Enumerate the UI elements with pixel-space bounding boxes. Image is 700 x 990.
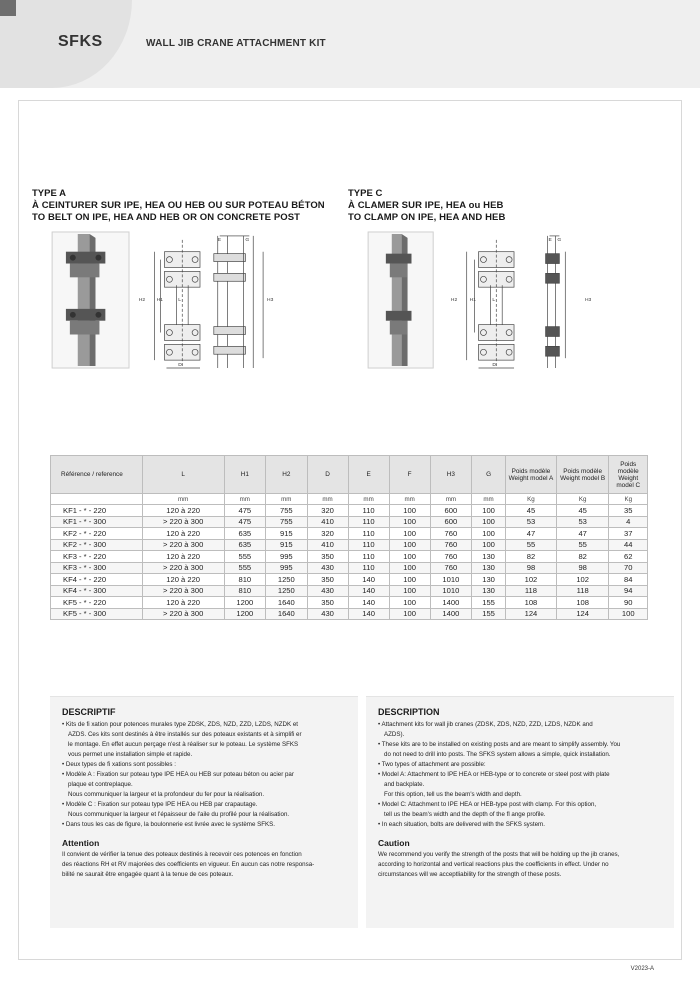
table-cell: 55 (506, 539, 557, 551)
table-cell: 124 (556, 608, 609, 620)
dim-label-h2: H2 (450, 297, 458, 303)
header-corner-mark (0, 0, 16, 16)
list-item (62, 750, 346, 760)
table-cell: 47 (506, 528, 557, 540)
table-header-cell: Poids modèle Weight model B (556, 456, 609, 494)
table-cell: 110 (348, 551, 389, 563)
table-cell: 124 (506, 608, 557, 620)
table-cell: 1640 (266, 597, 308, 609)
list-item-text: Modèle C : Fixation sur poteau type IPE HEA ou HEB par crapautage. (65, 801, 258, 808)
table-row (51, 585, 648, 597)
type-c-diagram (366, 230, 666, 370)
type-c-line-fr: À CLAMER SUR IPE, HEA ou HEB (348, 200, 504, 211)
type-c-line-en: TO CLAMP ON IPE, HEA AND HEB (348, 212, 506, 223)
table-unit-cell: mm (348, 494, 389, 505)
table-cell: 100 (389, 539, 430, 551)
list-item-text: do not need to drill into posts. The SFKS system allows a simple, quick installation. (384, 751, 611, 758)
table-cell: 155 (472, 597, 506, 609)
table-cell: 100 (609, 608, 648, 620)
table-cell: 130 (472, 551, 506, 563)
type-c-heading (348, 188, 505, 224)
list-item-text: Model A: Attachment to IPE HEA or HEB-type or to concrete or steel post with plate (381, 771, 610, 778)
table-cell: 98 (506, 562, 557, 574)
type-a-line-fr: À CEINTURER SUR IPE, HEA OU HEB OU SUR POTEAU BÉTON (32, 200, 325, 211)
list-item-text: le montage. En effet aucun perçage n'est à réaliser sur le poteau. Le système SFKS (68, 741, 299, 748)
list-item (378, 810, 662, 820)
table-cell: 110 (348, 505, 389, 517)
list-item (62, 770, 346, 780)
table-header-cell: D (307, 456, 348, 494)
table-cell: 100 (389, 505, 430, 517)
list-item (378, 720, 662, 730)
table-cell: 100 (389, 516, 430, 528)
table-cell: 120 à 220 (142, 551, 224, 563)
table-cell: 110 (348, 539, 389, 551)
list-item (62, 790, 346, 800)
table-cell: 100 (389, 574, 430, 586)
table-cell: 120 à 220 (142, 528, 224, 540)
list-item (378, 750, 662, 760)
list-item-text: AZDS). (384, 731, 405, 738)
table-cell: 130 (472, 585, 506, 597)
type-a-line-en: TO BELT ON IPE, HEA AND HEB OR ON CONCRETE POST (32, 212, 301, 223)
table-cell: 1400 (430, 597, 472, 609)
table-cell: 555 (224, 551, 266, 563)
table-header-cell: Poids modèle Weight model A (506, 456, 557, 494)
text-line: according to horizontal and vertical reactions plus the coefficients in effect. Under no (378, 861, 609, 868)
table-row (51, 539, 648, 551)
list-item-text: tell us the beam's width and the depth of the fl ange profile. (384, 811, 546, 818)
table-cell: 635 (224, 528, 266, 540)
table-cell: 4 (609, 516, 648, 528)
list-item-text: AZDS. Ces kits sont destinés à être installés sur des poteaux existants et à simplifi er (68, 731, 302, 738)
table-cell: 120 à 220 (142, 505, 224, 517)
dim-label-h1: H1 (156, 297, 163, 303)
table-cell: > 220 à 300 (142, 562, 224, 574)
table-cell: 100 (472, 505, 506, 517)
text-line: circumstances will we acceptliability for the strength of these posts. (378, 871, 562, 878)
table-header-row (51, 456, 648, 494)
attention-text (62, 850, 346, 880)
table-cell: 82 (556, 551, 609, 563)
table-row (51, 597, 648, 609)
table-cell: 100 (389, 597, 430, 609)
table-header-cell: L (142, 456, 224, 494)
list-item (378, 790, 662, 800)
table-units-row (51, 494, 648, 505)
text-line: bilité ne saurait être engagée quant à la tenue de ces poteaux. (62, 871, 234, 878)
table-cell: 110 (348, 528, 389, 540)
table-cell: 430 (307, 562, 348, 574)
table-cell: > 220 à 300 (142, 608, 224, 620)
table-cell: 140 (348, 585, 389, 597)
table-cell: 110 (348, 562, 389, 574)
list-item (62, 810, 346, 820)
table-cell: 600 (430, 516, 472, 528)
text-line: We recommend you verify the strength of the posts that will be holding up the jib cranes, (378, 851, 620, 858)
list-item (378, 770, 662, 780)
list-item-text: Two types of attachment are possible: (381, 761, 486, 768)
reference-cell: KF1 - * - 220 (51, 505, 143, 517)
table-cell: 140 (348, 574, 389, 586)
text-line: des réactions RH et RV majorées des coefficients en vigueur. En aucun cas notre responsa- (62, 861, 315, 868)
table-cell: 410 (307, 539, 348, 551)
descriptif-panel (50, 696, 358, 928)
list-item (378, 740, 662, 750)
caution-text (378, 850, 662, 880)
table-cell: 320 (307, 528, 348, 540)
table-cell: 35 (609, 505, 648, 517)
table-unit-cell: mm (266, 494, 308, 505)
table-cell: 120 à 220 (142, 574, 224, 586)
table-cell: 102 (556, 574, 609, 586)
table-cell: 70 (609, 562, 648, 574)
reference-cell: KF2 - * - 300 (51, 539, 143, 551)
table-header-cell: Référence / reference (51, 456, 143, 494)
table-cell: 1400 (430, 608, 472, 620)
dim-label-h3: H3 (267, 297, 274, 303)
list-item-text: plaque et contreplaque. (68, 781, 133, 788)
table-cell: 350 (307, 597, 348, 609)
table-cell: 1250 (266, 585, 308, 597)
descriptif-list (62, 720, 346, 830)
table-cell: 155 (472, 608, 506, 620)
reference-cell: KF5 - * - 300 (51, 608, 143, 620)
list-item-text: For this option, tell us the beam's width and depth. (384, 791, 522, 798)
dim-label-h1: H1 (469, 297, 476, 303)
dim-label-d: D (492, 363, 496, 369)
table-unit-cell: mm (389, 494, 430, 505)
table-cell: 1010 (430, 574, 472, 586)
dim-label-d: D (178, 363, 182, 369)
table-unit-cell: mm (472, 494, 506, 505)
table-cell: 755 (266, 505, 308, 517)
table-cell: 1200 (224, 608, 266, 620)
table-cell: 760 (430, 551, 472, 563)
table-cell: 1250 (266, 574, 308, 586)
table-cell: 118 (556, 585, 609, 597)
table-cell: > 220 à 300 (142, 539, 224, 551)
table-cell: 100 (389, 608, 430, 620)
table-cell: 130 (472, 574, 506, 586)
text-line: Il convient de vérifier la tenue des poteaux destinés à recevoir ces potences en fonction (62, 851, 302, 858)
table-row (51, 516, 648, 528)
dim-label-h2: H2 (138, 297, 146, 303)
dim-label-e: E (548, 237, 552, 243)
version-code: V2023-A (630, 966, 654, 972)
list-item-text: Deux types de fi xations sont possibles : (65, 761, 176, 768)
list-item-text: and backplate. (384, 781, 425, 788)
table-cell: 100 (389, 585, 430, 597)
reference-cell: KF1 - * - 300 (51, 516, 143, 528)
type-a-heading (32, 188, 325, 224)
table-cell: 108 (506, 597, 557, 609)
table-cell: 100 (389, 562, 430, 574)
type-a-side-view (214, 236, 263, 368)
table-cell: 82 (506, 551, 557, 563)
table-cell: 37 (609, 528, 648, 540)
type-c-side-view (546, 236, 566, 368)
type-a-diagram (50, 230, 350, 370)
table-cell: 130 (472, 562, 506, 574)
reference-cell: KF4 - * - 220 (51, 574, 143, 586)
table-cell: 760 (430, 562, 472, 574)
table-cell: 45 (506, 505, 557, 517)
table-cell: 755 (266, 516, 308, 528)
table-header-cell: H3 (430, 456, 472, 494)
list-item-text: These kits are to be installed on existing posts and are meant to simplify assembly. You (381, 741, 621, 748)
table-cell: 350 (307, 551, 348, 563)
table-cell: 94 (609, 585, 648, 597)
page-title: WALL JIB CRANE ATTACHMENT KIT (146, 38, 326, 49)
reference-cell: KF2 - * - 220 (51, 528, 143, 540)
table-header-cell: Poids modèle Weight model C (609, 456, 648, 494)
table-cell: 760 (430, 539, 472, 551)
table-cell: 1010 (430, 585, 472, 597)
table-cell: 1640 (266, 608, 308, 620)
list-item-text: Modèle A : Fixation sur poteau type IPE HEA ou HEB sur poteau béton ou acier par (65, 771, 294, 778)
table-cell: 55 (556, 539, 609, 551)
list-item (378, 730, 662, 740)
table-cell: 350 (307, 574, 348, 586)
table-cell: 120 à 220 (142, 597, 224, 609)
caution-title: Caution (378, 838, 410, 848)
table-cell: 84 (609, 574, 648, 586)
table-row (51, 551, 648, 563)
table-cell: 100 (472, 528, 506, 540)
type-a-3d-view (52, 232, 129, 368)
table-unit-cell: Kg (609, 494, 648, 505)
table-cell: 45 (556, 505, 609, 517)
table-cell: 100 (389, 528, 430, 540)
reference-cell: KF3 - * - 300 (51, 562, 143, 574)
list-item-text: Kits de fi xation pour potences murales type ZDSK, ZDS, NZD, ZZD, LZDS, NZDK et (65, 721, 298, 728)
page-header (0, 0, 700, 88)
table-cell: 100 (472, 539, 506, 551)
type-c-title: TYPE C (348, 188, 383, 199)
table-cell: 47 (556, 528, 609, 540)
table-cell: 995 (266, 551, 308, 563)
table-cell: 118 (506, 585, 557, 597)
table-header-cell: H1 (224, 456, 266, 494)
reference-cell: KF3 - * - 220 (51, 551, 143, 563)
table-cell: 102 (506, 574, 557, 586)
table-cell: 555 (224, 562, 266, 574)
table-cell: > 220 à 300 (142, 585, 224, 597)
attention-title: Attention (62, 838, 100, 848)
list-item (62, 800, 346, 810)
reference-cell: KF4 - * - 300 (51, 585, 143, 597)
dim-label-g: G (245, 237, 250, 243)
list-item (62, 760, 346, 770)
table-cell: 475 (224, 505, 266, 517)
list-item (62, 820, 346, 830)
table-cell: > 220 à 300 (142, 516, 224, 528)
type-a-front-view (155, 240, 200, 368)
table-header-cell: G (472, 456, 506, 494)
table-unit-cell: Kg (506, 494, 557, 505)
list-item-text: In each situation, bolts are delivered with the SFKS system. (381, 821, 545, 828)
dim-label-g: G (557, 237, 562, 243)
table-cell: 140 (348, 597, 389, 609)
table-cell: 100 (472, 516, 506, 528)
table-row (51, 608, 648, 620)
list-item-text: Dans tous les cas de figure, la boulonnerie est livrée avec le système SFKS. (65, 821, 275, 828)
table-cell: 915 (266, 539, 308, 551)
list-item (62, 780, 346, 790)
table-unit-cell: mm (307, 494, 348, 505)
list-item-text: Nous communiquer la largeur et la profondeur du fer pour la réalisation. (68, 791, 265, 798)
table-cell: 44 (609, 539, 648, 551)
list-item (62, 720, 346, 730)
list-item (62, 730, 346, 740)
table-cell: 140 (348, 608, 389, 620)
table-unit-cell: Kg (556, 494, 609, 505)
table-cell: 915 (266, 528, 308, 540)
table-cell: 98 (556, 562, 609, 574)
description-panel (366, 696, 674, 928)
table-unit-cell: mm (224, 494, 266, 505)
table-cell: 1200 (224, 597, 266, 609)
description-title: DESCRIPTION (378, 707, 440, 717)
table-cell: 410 (307, 516, 348, 528)
list-item (62, 740, 346, 750)
table-row (51, 562, 648, 574)
table-cell: 430 (307, 585, 348, 597)
table-unit-cell: mm (430, 494, 472, 505)
table-header-cell: H2 (266, 456, 308, 494)
table-cell: 62 (609, 551, 648, 563)
table-cell: 430 (307, 608, 348, 620)
dim-label-l: L (178, 297, 182, 303)
dim-label-l: L (492, 297, 496, 303)
descriptif-title: DESCRIPTIF (62, 707, 116, 717)
dimensions-table-wrap (50, 455, 648, 620)
type-c-3d-view (368, 232, 433, 368)
description-list (378, 720, 662, 830)
dim-label-e: E (217, 237, 222, 243)
table-cell: 810 (224, 585, 266, 597)
table-row (51, 528, 648, 540)
list-item (378, 820, 662, 830)
type-c-front-view (467, 240, 514, 368)
table-row (51, 574, 648, 586)
table-cell: 108 (556, 597, 609, 609)
table-cell: 995 (266, 562, 308, 574)
table-cell: 600 (430, 505, 472, 517)
list-item-text: Nous communiquer la largeur et l'épaisseur de l'aile du profilé pour la réalisation. (68, 811, 290, 818)
table-cell: 760 (430, 528, 472, 540)
list-item (378, 780, 662, 790)
table-unit-cell (51, 494, 143, 505)
table-unit-cell: mm (142, 494, 224, 505)
table-cell: 90 (609, 597, 648, 609)
table-row (51, 505, 648, 517)
list-item (378, 760, 662, 770)
product-code: SFKS (58, 33, 103, 50)
table-cell: 810 (224, 574, 266, 586)
table-cell: 475 (224, 516, 266, 528)
table-cell: 53 (556, 516, 609, 528)
list-item-text: vous permet une installation simple et rapide. (68, 751, 193, 758)
dimensions-table (50, 455, 648, 620)
list-item (378, 800, 662, 810)
table-header-cell: F (389, 456, 430, 494)
table-body (51, 505, 648, 620)
list-item-text: Model C: Attachment to IPE HEA or HEB-type post with clamp. For this option, (381, 801, 597, 808)
reference-cell: KF5 - * - 220 (51, 597, 143, 609)
table-cell: 320 (307, 505, 348, 517)
list-item-text: Attachment kits for wall jib cranes (ZDSK, ZDS, NZD, ZZD, LZDS, NZDK and (381, 721, 593, 728)
table-cell: 635 (224, 539, 266, 551)
table-cell: 53 (506, 516, 557, 528)
table-cell: 100 (389, 551, 430, 563)
table-header-cell: E (348, 456, 389, 494)
dim-label-h3: H3 (585, 297, 592, 303)
table-cell: 110 (348, 516, 389, 528)
type-a-title: TYPE A (32, 188, 66, 199)
